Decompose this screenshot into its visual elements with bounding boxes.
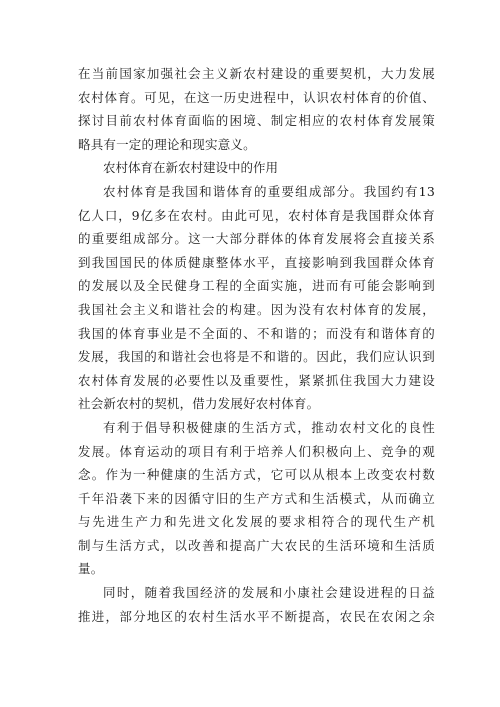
text-line: 略具有一定的理论和现实意义。 xyxy=(78,136,256,152)
text-line: 在当前国家加强社会主义新农村建设的重要契机，大力发展 xyxy=(78,66,435,81)
text-line: 制与生活方式，以改善和提高广大农民的生活环境和生活质 xyxy=(78,537,435,553)
text-line: 农村体育。可见，在这一历史进程中，认识农村体育的价值、 xyxy=(78,89,435,105)
paragraph-economy xyxy=(78,581,435,628)
text-line: 推进，部分地区的农村生活水平不断提高，农民在农闲之余 xyxy=(78,608,435,624)
text-line: 社会新农村的契机，借力发展好农村体育。 xyxy=(78,396,320,412)
text-line: 念。作为一种健康的生活方式，它可以从根本上改变农村数 xyxy=(78,467,435,483)
paragraph-intro xyxy=(78,62,435,156)
paragraph-role xyxy=(78,180,435,416)
text-line: 到我国国民的体质健康整体水平，直接影响到我国群众体育 xyxy=(78,254,435,270)
text-line: 农村体育发展的必要性以及重要性，紧紧抓住我国大力建设 xyxy=(78,372,435,388)
text-line: 探讨目前农村体育面临的困境、制定相应的农村体育发展策 xyxy=(78,113,435,129)
text-line: 农村体育是我国和谐体育的重要组成部分。我国约有13 xyxy=(103,183,435,199)
text-line: 我国的体育事业是不全面的、不和谐的；而没有和谐体育的 xyxy=(78,325,435,341)
text-line: 的发展以及全民健身工程的全面实施，进而有可能会影响到 xyxy=(78,278,435,294)
text-line: 发展，我国的和谐社会也将是不和谐的。因此，我们应认识到 xyxy=(78,349,435,365)
text-line: 有利于倡导积极健康的生活方式，推动农村文化的良性 xyxy=(103,419,435,435)
text-line: 与先进生产力和先进文化发展的要求相符合的现代生产机 xyxy=(78,514,435,530)
text-line: 的重要组成部分。这一大部分群体的体育发展将会直接关系 xyxy=(78,231,435,247)
text-line: 发展。体育运动的项目有利于培养人们积极向上、竞争的观 xyxy=(78,443,435,459)
text-line: 量。 xyxy=(78,561,104,577)
text-line: 亿人口，9亿多在农村。由此可见，农村体育是我国群众体育 xyxy=(78,207,435,223)
text-line: 千年沿袭下来的因循守旧的生产方式和生活模式，从而确立 xyxy=(78,490,435,506)
text-line: 我国社会主义和谐社会的构建。因为没有农村体育的发展， xyxy=(78,301,435,317)
document-page xyxy=(78,62,435,628)
text-line: 同时，随着我国经济的发展和小康社会建设进程的日益 xyxy=(103,585,435,601)
paragraph-lifestyle xyxy=(78,416,435,581)
section-heading: 农村体育在新农村建设中的作用 xyxy=(103,160,279,176)
